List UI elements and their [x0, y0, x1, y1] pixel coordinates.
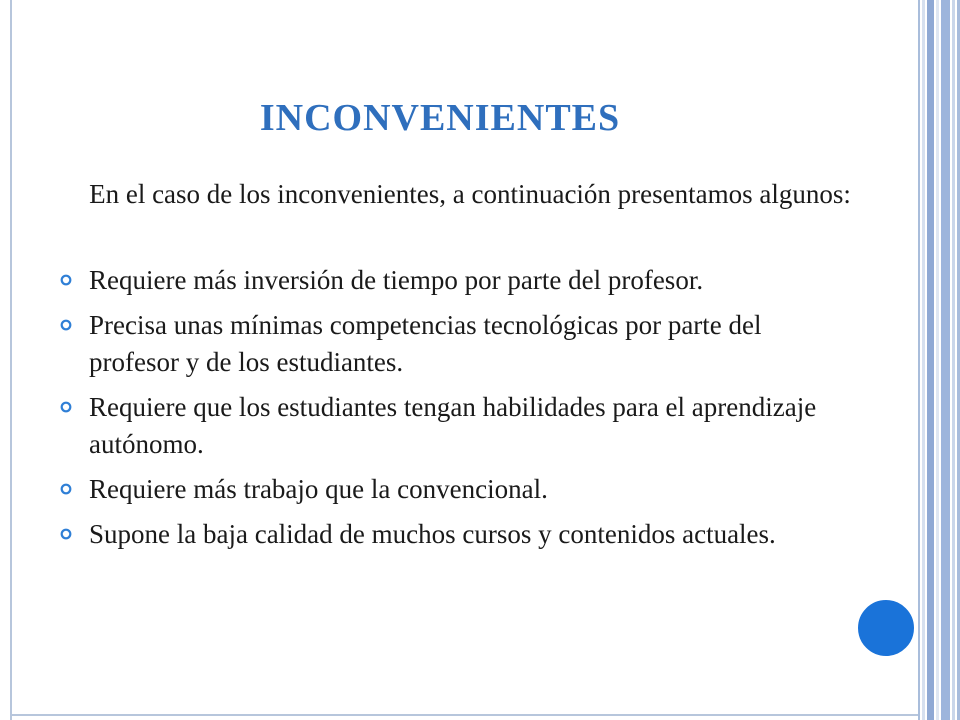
ring-bullet-icon: [60, 483, 72, 495]
ring-bullet-icon: [60, 274, 72, 286]
bullet-item: [60, 516, 820, 553]
bullet-item: [60, 471, 820, 508]
bullet-item: [60, 307, 820, 381]
bullet-list: [60, 262, 820, 561]
bullet-text: Requiere más trabajo que la convencional.: [89, 474, 548, 504]
bullet-text: Supone la baja calidad de muchos cursos y contenidos actuales.: [89, 519, 776, 549]
ring-bullet-icon: [60, 401, 72, 413]
ring-bullet-icon: [60, 528, 72, 540]
intro-text: En el caso de los inconvenientes, a continuación presentamos algunos:: [89, 179, 851, 209]
slide-title: INCONVENIENTES: [259, 97, 621, 139]
blue-circle-decoration: [856, 598, 916, 658]
bullet-text: Requiere más inversión de tiempo por parte del profesor.: [89, 265, 704, 295]
ring-bullet-icon: [60, 319, 72, 331]
right-decorative-band: [918, 0, 960, 720]
frame-bottom-line: [10, 714, 920, 716]
bullet-item: [60, 262, 820, 299]
bullet-item: [60, 389, 820, 463]
bullet-text: Precisa unas mínimas competencias tecnológicas por parte del profesor y de los estudiantes.: [89, 310, 762, 377]
bullet-text: Requiere que los estudiantes tengan habilidades para el aprendizaje autónomo.: [89, 392, 817, 459]
